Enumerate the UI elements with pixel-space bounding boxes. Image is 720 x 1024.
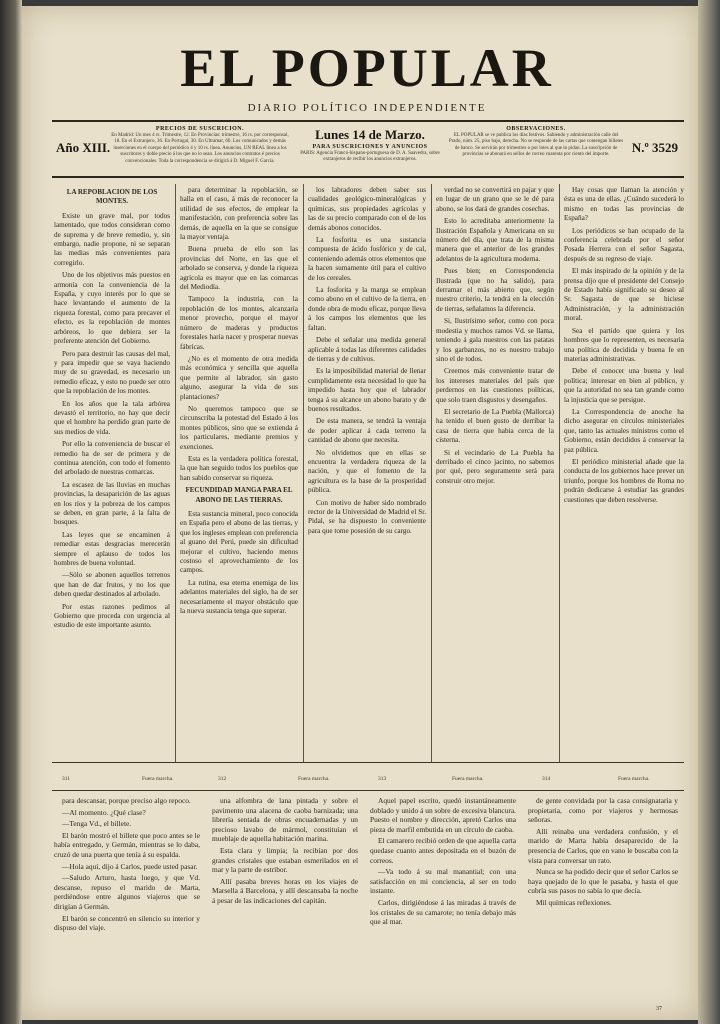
paragraph: El barón se concentró en silencio su interior y dispuso del viaje.: [54, 913, 200, 933]
folletin-rule: [52, 790, 684, 791]
prices-text: En Madrid: Un mes 4 rs. Trimestre, 12. En Provincias: trimestre, 16 rs. por corresponsal, 18. En el Extranjero, 36. En Portugal, 30. En Ultramar, 60. Los comunicados y demás inserciones en el cuerpo del periódico 4 y 10 rs. línea. Anuncios, UN REAL línea a los suscritores y doble precio á los que no lo sean. Los anuncios contratos é precios convencionales. Toda la correspondencia se dirigirá á D. Miguel F. García.: [111, 132, 289, 164]
page-number: 37: [656, 1006, 662, 1012]
paragraph: Si el vecindario de La Puebla ha derribado el cinco jacinto, no sabemos por qué, pero seguramente será para construir otro mejor.: [436, 448, 554, 485]
folletin-column-3: [370, 796, 516, 1020]
paragraph: Allí pasaba breves horas en los viajes de Marsella á Barcelona, y allí descansaba la noche á pesar de las indicaciones del capitán.: [212, 876, 358, 905]
paragraph: Aquel papel escrito, quedó instantáneamente doblado y unido á un sobre de excesiva blancura. Puesto el nombre y dirección, apretó Carlos una pieza de marfil embutida en un círculo de caoba.: [370, 796, 516, 834]
newspaper-page: [22, 6, 698, 1020]
paragraph: una alfombra de lana pintada y sobre el pavimento una alacena de caoba barnizada; una librería sentada de obras encuadernadas y un precioso lavabo de mármol, constituían el mueblaje de aquella habitación marina.: [212, 796, 358, 844]
folio-label: Fuera marcha.: [142, 776, 174, 782]
paragraph: De esta manera, se tendrá la ventaja de poder aplicar á cada terreno la cantidad de abono que necesita.: [308, 417, 426, 445]
paragraph: Por estas razones pedimos al Gobierno que proceda con urgencia al estudio de este importante asunto.: [54, 602, 170, 630]
paragraph: El periódico ministerial añade que la conducta de los gobiernos hace prever un triunfo, porque los hombres de Roma no podrán dedicarse á estudiar las grandes cuestiones que deben resolverse.: [564, 457, 684, 504]
observations-title: OBSERVACIONES.: [506, 126, 566, 132]
folletin-column-2: [212, 796, 358, 1020]
column-rule: [303, 184, 304, 762]
paragraph: La fosforita y la marga se emplean como abono en el cultivo de la tierra, en donde obra de modo eficaz, porque lleva á los campos los elementos que les faltan.: [308, 286, 426, 332]
paragraph: No olvidemos que en ellas se encuentra la verdadera riqueza de la nación, y que el fomento de la agricultura es la base de la prosperidad pública.: [308, 448, 426, 495]
paragraph: La escasez de las lluvias en muchas provincias, la desaparición de las aguas en los ríos y la pobreza de los campos se deben, en gran parte, á la falta de bosques.: [54, 480, 170, 527]
folletin-column-4: [528, 796, 678, 1020]
paragraph: Pero para destruir las causas del mal, y para impedir que se vaya haciendo muy de su gravedad, es necesario un remedio eficaz, y esto no puede ser otro que la repoblación de los montes.: [54, 349, 170, 396]
paragraph: para descansar, porque preciso algo repoco.: [62, 796, 191, 805]
column-rule: [431, 184, 432, 762]
paragraph: Carlos, dirigiéndose á las miradas á través de los cristales de su camarote; no tenía debajo más que al mar.: [370, 897, 516, 927]
paragraph: Si, Ilustrísimo señor, como con poca modestia y muchos ramos Vd. se llama, teniendo á gala nuestros con las patatas y los garbanzos, no es nuestro trabajo sino el de todos.: [436, 317, 554, 363]
folio-number: 312: [218, 776, 227, 782]
paragraph: para determinar la repoblación, se halla en el caso, á más de reconocer la utilidad de sus efectos, de emplear la manifestación, con preferencia sobre las demás, de aquella en la que se consigue la mayor ventaja.: [180, 186, 298, 242]
article-column-3: [308, 186, 426, 760]
paragraph: El barón mostró el billete que poco antes se le había entregado, y Germán, mientras se lo daba, cruzó de una puerta que tenía á su espalda.: [54, 830, 200, 859]
paragraph: En los años que la tala arbórea devastó el territorio, no hay que decir que el hombre ha perdido gran parte de sus medios de vida.: [54, 399, 170, 436]
masthead-title: EL POPULAR: [180, 38, 554, 98]
folletin-column-1: [54, 796, 200, 1020]
paragraph: Esta es la verdadera política forestal, la que han seguido todos los pueblos que han sabido conservar su riqueza.: [180, 454, 298, 482]
paragraph: Buena prueba de ello son las provincias del Norte, en las que el arbolado se conserva, y donde la riqueza agrícola es mayor que en las comarcas del Mediodía.: [180, 245, 298, 292]
article-column-2: [180, 186, 298, 760]
column-rule: [559, 184, 560, 762]
page-edge: [698, 0, 720, 1024]
paragraph: No queremos tampoco que se circunscriba la potestad del Estado á los montes públicos, sino que se extienda á los particulares, mediante premios y exenciones.: [180, 404, 298, 451]
paragraph: Hay cosas que llaman la atención y ésta es una de ellas. ¿Cuándo sucederá lo mismo en todas las provincias de España?: [564, 186, 684, 223]
paragraph: Tampoco la industria, con la repoblación de los montes, alcanzaría menor provecho, porque el mayor número de maderas y productos forestales haría nacer y prosperar nuevas fábricas.: [180, 295, 298, 351]
paragraph: El más inspirado de la opinión y de la prensa dijo que el presidente del Consejo de Estado había significado su deseo al Sr. Sagasta de que se hiciese Administración, y la administración moral.: [564, 267, 684, 323]
paragraph: Esta clara y limpia; la recibían por dos grandes cristales que estaban esmerilados en el mar y la parte de estribor.: [212, 845, 358, 875]
paragraph: Mil químicas reflexiones.: [536, 897, 612, 907]
binding-spine: [0, 0, 22, 1024]
subscriptions-heading: PARA SUSCRICIONES Y ANUNCIOS: [312, 144, 428, 150]
paragraph: Es la imposibilidad material de llenar cumplidamente esta necesidad lo que ha impedido hasta hoy que el labrador tenga á su alcance un abono barato y de buenos resultados.: [308, 367, 426, 413]
paragraph: —Hola aquí, dijo á Carlos, puede usted pasar.: [62, 861, 198, 871]
paragraph: La rutina, esa eterna enemiga de los adelantos materiales del siglo, ha de ser necesariamente el mayor obstáculo que la nueva sustancia tenga que superar.: [180, 578, 298, 616]
paragraph: —Saludo Arturo, hasta luego, y que Vd. descanse, repuso el marido de Marta, perdiéndose entre algunos viajeros que se dirigían á Germán.: [54, 873, 200, 911]
issue-number: N.º 3529: [631, 140, 678, 155]
paragraph: Esta sustancia mineral, poco conocida en España pero el abono de las tierras, y que los ingleses emplean con preferencia al guano del Perú, puede sin dificultad mejorar el cultivo, haciendo menos costoso el aprovechamiento de los campos.: [180, 510, 298, 575]
paragraph: ¿No es el momento de otra medida más económica y sencilla que aquella que permite al labrador, sin gasto alguno, asegurar la vida de sus plantaciones?: [180, 354, 298, 401]
year-label: Año XIII.: [56, 140, 111, 155]
article-heading: FECUNDIDAD MANGA PARA EL ABONO DE LAS TIERRAS.: [185, 486, 293, 504]
agency-text: PARIS: Agencia Franco-hispano-portuguesa de D. A. Saavedra, sobre extranjeros de recibir los anuncios extranjeros.: [300, 150, 440, 162]
paragraph: de gente convidada por la casa consignataria y propietaria, como por viajeros y hermosas señoras.: [528, 796, 678, 825]
article-heading: LA REPOBLACION DE LOS MONTES.: [66, 188, 158, 206]
paragraph: Pues bien; en Correspondencia Ilustrada (que no ha salido), para derramar el más abierto que, según nuestro criterio, la tendrá en la elección de tierras, señalamos la diferencia.: [436, 267, 554, 313]
article-column-4: [436, 186, 554, 760]
section-rule: [52, 762, 684, 763]
paragraph: verdad no se convertirá en pajar y que en lugar de un grano que se le dé para abono, se los dará de grandes cosechas.: [436, 186, 554, 213]
folio-number: 311: [62, 776, 71, 782]
paragraph: Creemos más conveniente tratar de los intereses materiales del país que perdernos en las cuestiones políticas, que solo traen disgustos y desengaños.: [436, 367, 554, 404]
paragraph: El secretario de La Puebla (Mallorca) ha tenido el buen gusto de derribar la casa de tierra que habia cerca de la cisterna.: [436, 407, 554, 445]
paragraph: Allí reinaba una verdadera confusión, y el marido de Marta había desaparecido de la presencia de Carlos, que en vano le buscaba con la vista para conversar un rato.: [528, 826, 678, 865]
folio-label: Fuera marcha.: [452, 776, 484, 782]
observations: [448, 126, 624, 172]
folio-number: 314: [542, 776, 551, 782]
masthead-subtitle: DIARIO POLÍTICO INDEPENDIENTE: [247, 102, 487, 114]
paragraph: Nunca se ha podido decir que el señor Carlos se haya quejado de lo que le pasaba, y hasta el que cubría sus pasos no sabía lo que decía.: [528, 867, 678, 896]
article-column-5: [564, 186, 684, 760]
paragraph: Uno de los objetivos más puestos en armonía con la conveniencia de la España, y cuyo interés por lo que se hace levantando el aumento de la riqueza forestal, como para precaver el efecto, es la repoblación de montes arbóreos, lo que debiera ser la preferente atención del Gobierno.: [54, 271, 170, 346]
issue-date: Lunes 14 de Marzo.: [315, 127, 425, 142]
paragraph: Sea el partido que quiera y los hombres que lo representen, es necesaria una política de decidida y buena fe en materias administrativas.: [564, 326, 684, 363]
paragraph: —Sólo se abonen aquellos terrenos que han de dar frutos, y no los que deben quedar destinados al arbolado.: [54, 571, 170, 599]
paragraph: Los periódicos se han ocupado de la conferencia celebrada por el señor Posada Herrera con el señor Sagasta, después de su regreso de viaje.: [564, 226, 684, 263]
paragraph: El camarero recibió orden de que aquella carta quedase cuanto antes depositada en el buzón de correos.: [370, 836, 516, 865]
paragraph: Esto lo acreditaba anteriormente la Ilustración Española y Americana en su número del día, que trata de la misma manera que el anterior de los grandes adelantos de la agricultura moderna.: [436, 217, 554, 263]
folio-number: 313: [378, 776, 387, 782]
paragraph: los labradores deben saber sus cualidades geológico-mineralógicas y químicas, sus propiedades agrícolas y las de su precio comparado con el de los demás abonos conocidos.: [308, 186, 426, 232]
paragraph: La fosforita es una sustancia compuesta de ácido fosfórico y de cal, conteniendo además otros elementos que la hacen sumamente útil para el cultivo de los cereales.: [308, 236, 426, 282]
folio-label: Fuera marcha.: [618, 776, 650, 782]
paragraph: Por ello la conveniencia de buscar el remedio ha de ser de primera y de continua atención, con todo el fomento del arbolado de nuestras comarcas.: [54, 440, 170, 477]
info-bar: [52, 120, 684, 178]
paragraph: —Tenga Vd., el billete.: [62, 819, 132, 829]
paragraph: Debe el señalar una medida general aplicable á todas las diferentes calidades de tierras y de cultivos.: [308, 336, 426, 363]
prices-title: PRECIOS DE SUSCRICION.: [155, 126, 245, 132]
paragraph: Debe el conocer una buena y leal política; interesar en bien al público, y que la autoridad no sea tan grande como la injusticia que se persigue.: [564, 367, 684, 404]
observations-text: EL POPULAR se ve publica los días festivos. Sabiendo y administración calle del Prado, núm. 25, piso bajo, derecha. No se responde de las cartas que contengan billetes de banco. Se servirán por trimestres o por lotes al que lo pidan. La suscripción de provincias se abonará en sellos de correo cuarenta por ciento del importe.: [448, 132, 624, 157]
paragraph: Existe un grave mal, por todos lamentado, que todos consideran como de suprema y de breve remedio, y, sin embargo, nadie propone, ni se separan las medias más convenientes para corregirlo.: [54, 211, 170, 267]
paragraph: —Al momento. ¿Qué clase?: [62, 807, 146, 817]
paragraph: —Va todo á su mal manantial; con una satisfacción en mi conciencia, al ser en todo instante.: [370, 867, 516, 896]
article-column-1: [54, 186, 170, 760]
paragraph: La Correspondencia de anoche ha dicho asegurar en círculos ministeriales que, tanto las actuales ministros como el Gobierno, están decididos á conservar la paz pública.: [564, 407, 684, 454]
date-box: [300, 126, 440, 172]
paragraph: Las leyes que se encaminen á remediar estas desgracias merecerán siempre el aplauso de todos los hombres de buena voluntad.: [54, 530, 170, 568]
column-rule: [175, 184, 176, 762]
subscription-prices: [110, 126, 290, 172]
paragraph: Con motivo de haber sido nombrado rector de la Universidad de Madrid el Sr. Pidal, se ha dispuesto lo conveniente para que tome posesión de su cargo.: [308, 498, 426, 535]
folio-label: Fuera marcha.: [298, 776, 330, 782]
